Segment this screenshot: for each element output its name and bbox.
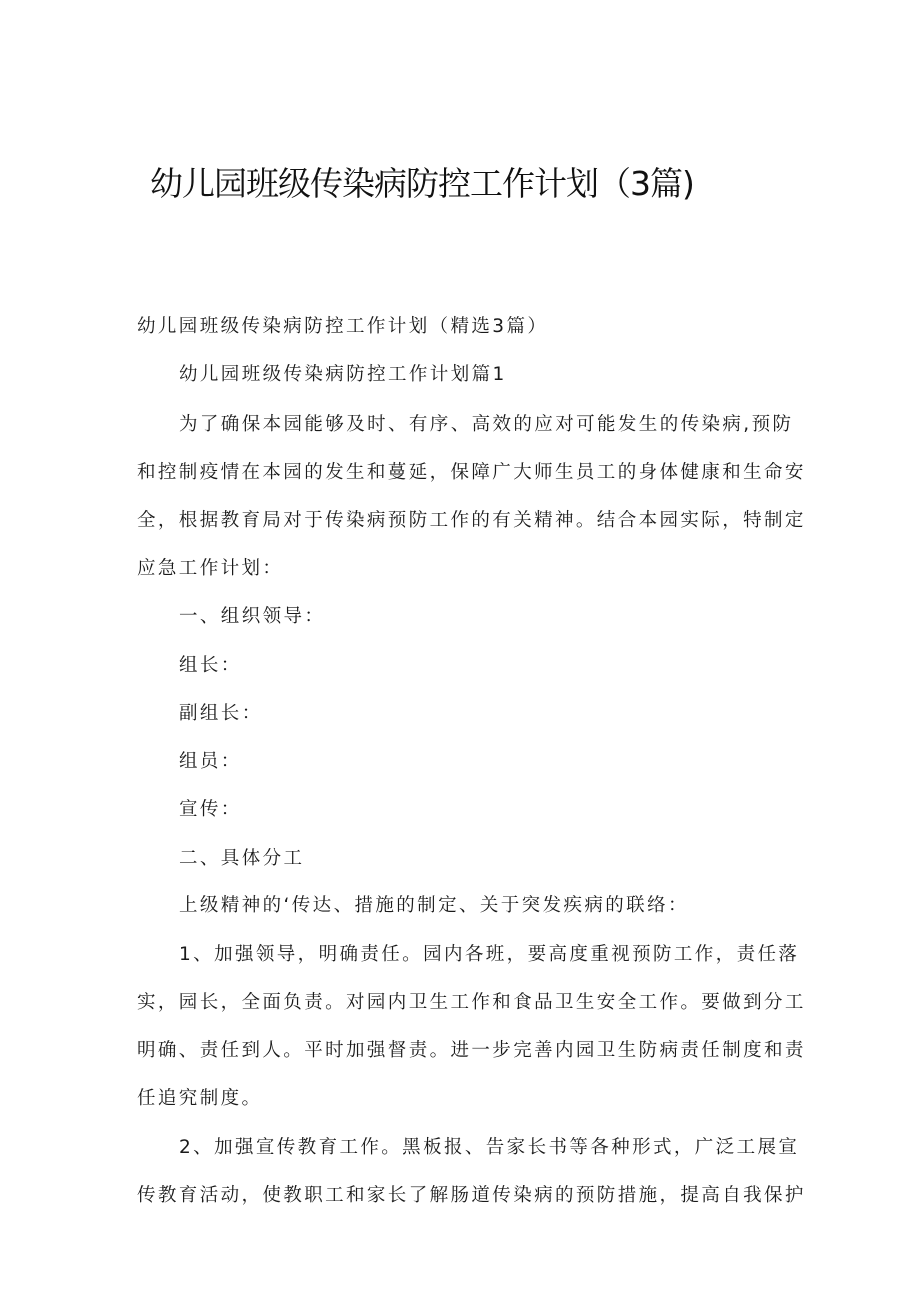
duty-line: 上级精神的‘传达、措施的制定、关于突发疾病的联络：	[179, 895, 689, 916]
item2-line-2: 传教育活动，使教职工和家长了解肠道传染病的预防措施，提高自我保护	[137, 1185, 806, 1206]
section-two-heading: 二、具体分工	[179, 848, 305, 869]
intro-line-2: 和控制疫情在本园的发生和蔓延，保障广大师生员工的身体健康和生命安	[137, 462, 806, 483]
org-deputy: 副组长：	[179, 703, 263, 724]
section-one-heading: 一、组织领导：	[179, 606, 326, 627]
org-members: 组员：	[179, 751, 242, 772]
org-publicity: 宣传：	[179, 799, 242, 820]
section-heading: 幼儿园班级传染病防控工作计划篇1	[179, 364, 507, 385]
item1-line-1: 1、加强领导，明确责任。园内各班，要高度重视预防工作，责任落	[179, 944, 800, 965]
org-leader: 组长：	[179, 655, 242, 676]
item1-line-4: 任追究制度。	[137, 1088, 263, 1109]
document-title: 幼儿园班级传染病防控工作计划（3篇)	[150, 164, 694, 203]
intro-line-1: 为了确保本园能够及时、有序、高效的应对可能发生的传染病,预防	[179, 414, 794, 435]
intro-line-4: 应急工作计划：	[137, 558, 284, 579]
intro-line-3: 全，根据教育局对于传染病预防工作的有关精神。结合本园实际，特制定	[137, 510, 806, 531]
item1-line-2: 实，园长，全面负责。对园内卫生工作和食品卫生安全工作。要做到分工	[137, 992, 806, 1013]
item2-line-1: 2、加强宣传教育工作。黑板报、告家长书等各种形式，广泛工展宣	[179, 1137, 800, 1158]
item1-line-3: 明确、责任到人。平时加强督责。进一步完善内园卫生防病责任制度和责	[137, 1040, 806, 1061]
document-subtitle: 幼儿园班级传染病防控工作计划（精选3篇）	[137, 316, 549, 337]
